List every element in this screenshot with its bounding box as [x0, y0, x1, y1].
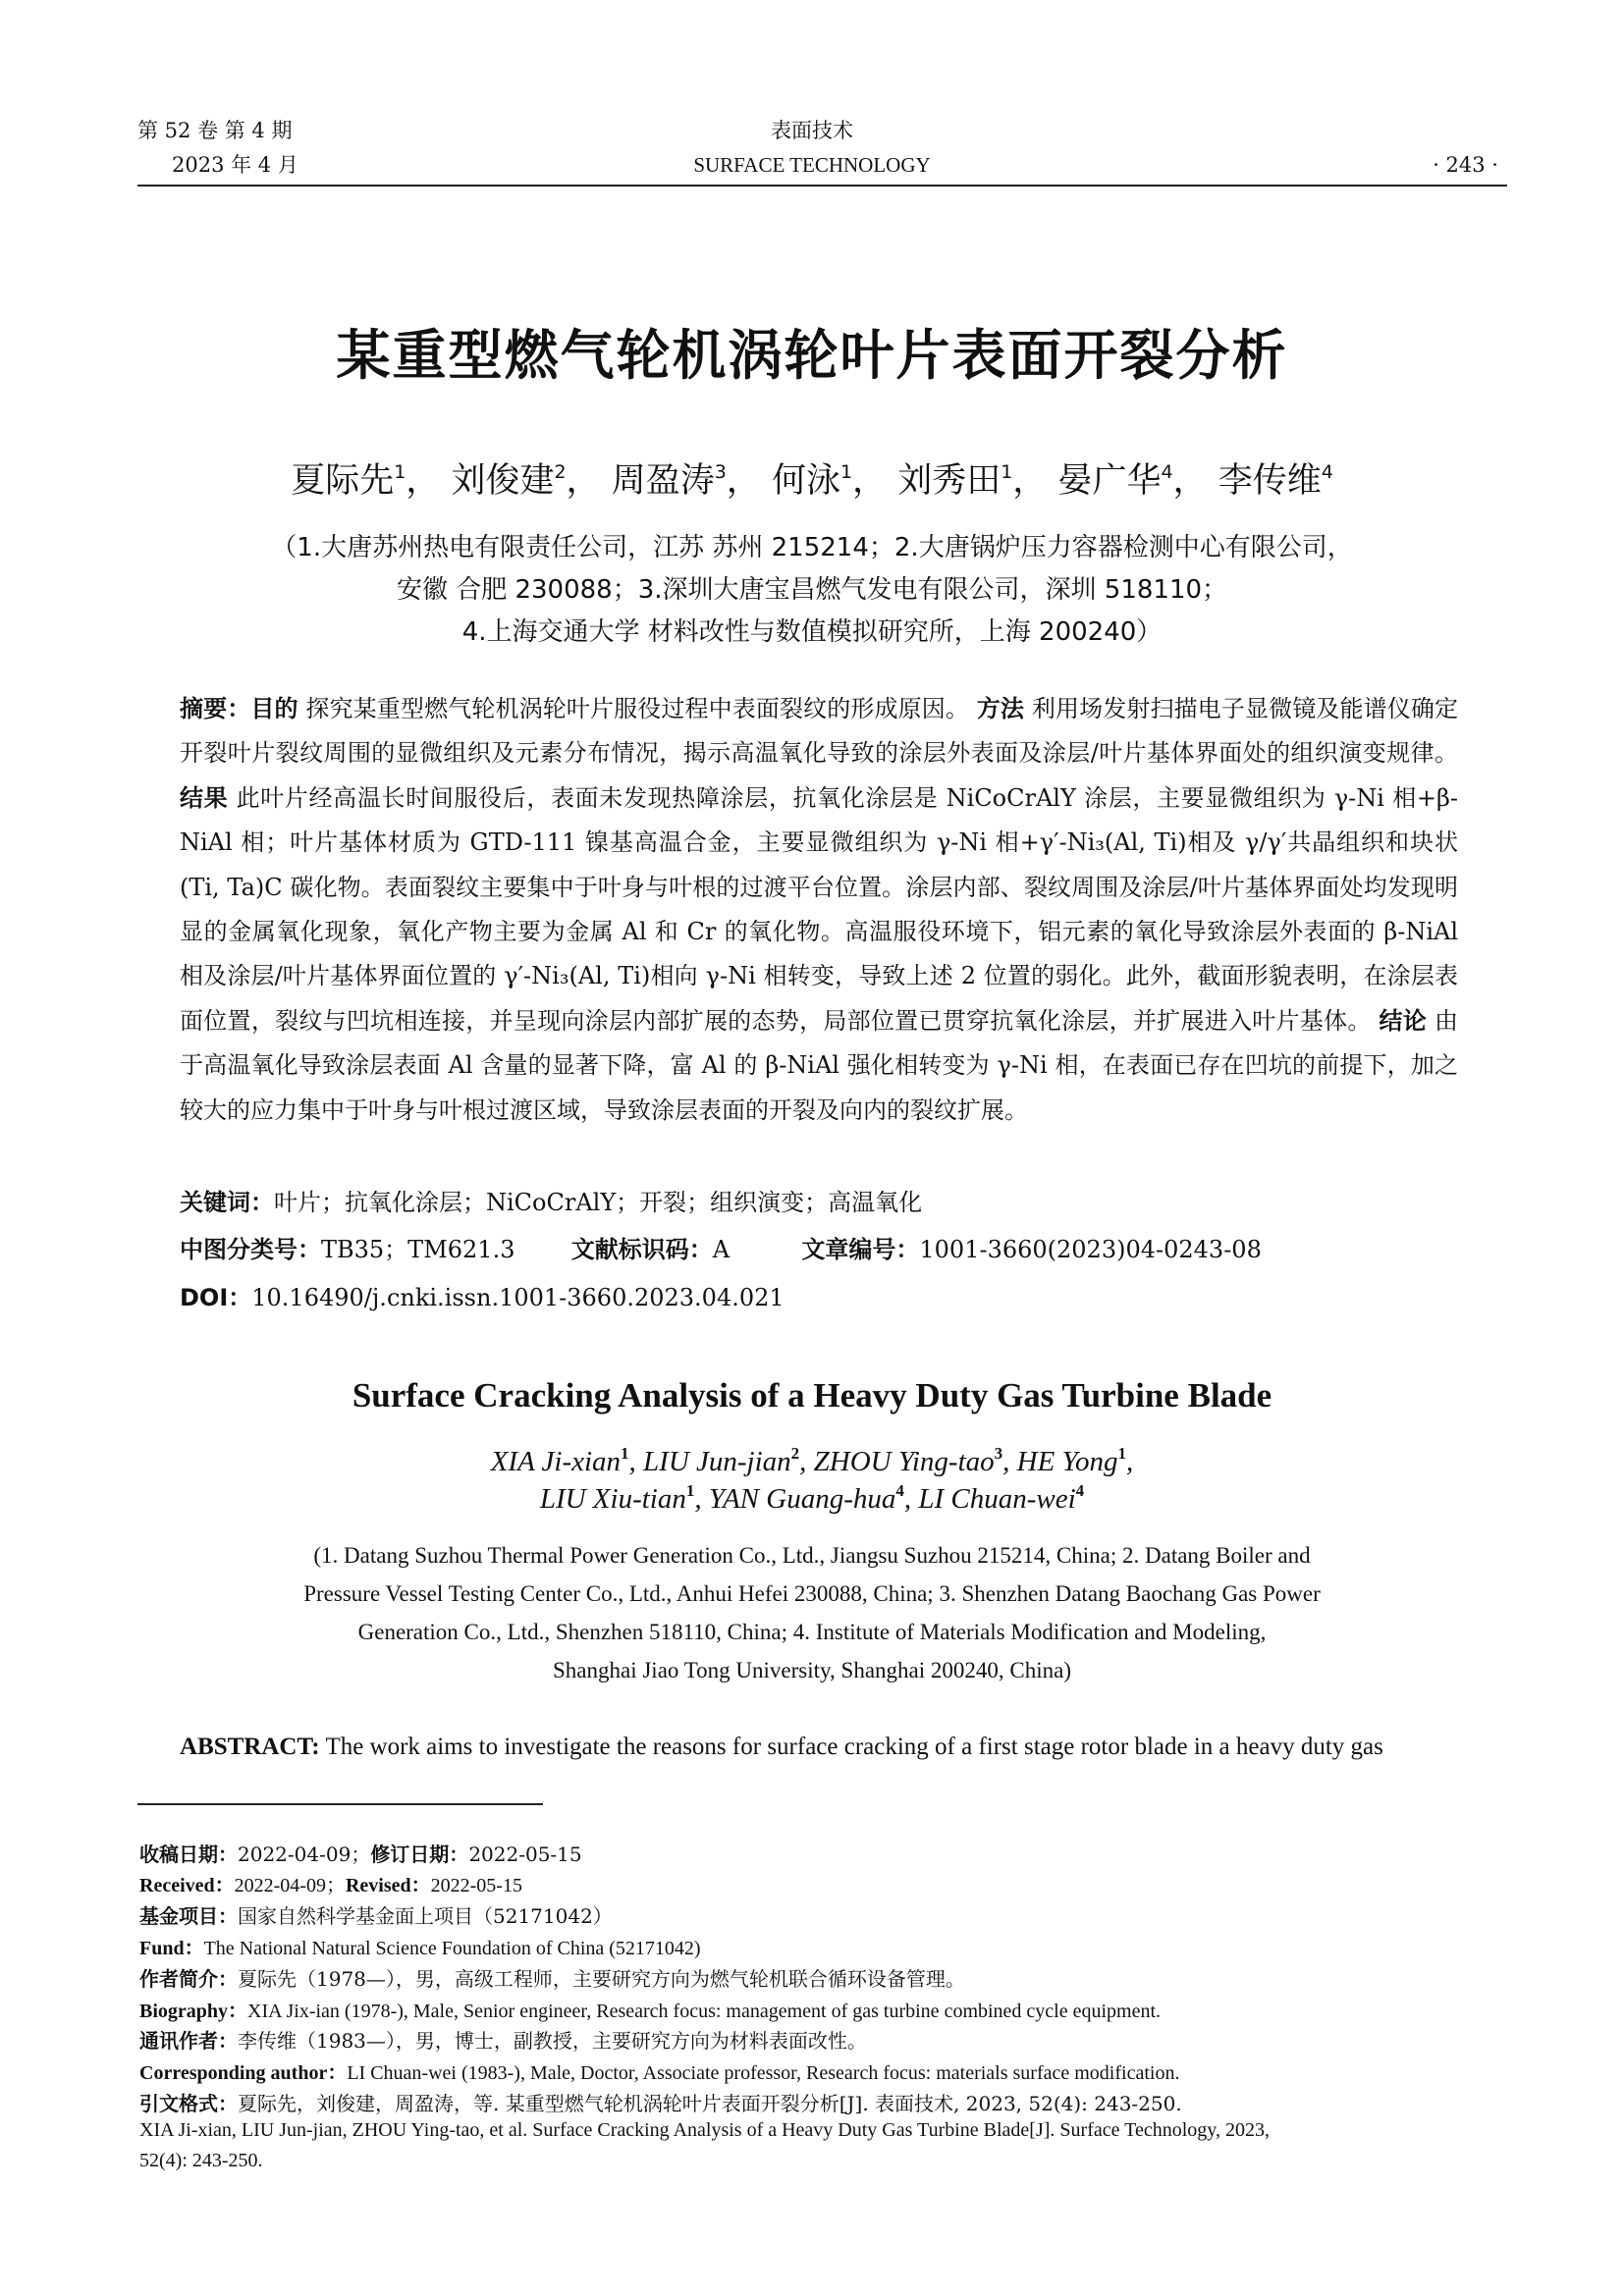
author-cn: 何泳 [771, 461, 840, 501]
keywords-cn [180, 1183, 922, 1217]
affiliation-en-line: (1. Datang Suzhou Thermal Power Generation Co., Ltd., Jiangsu Suzhou 215214, China; 2. Datang Boiler and [313, 1543, 1311, 1568]
corresponding-author-cn: 通讯作者：李传维（1983—），男，博士，副教授，主要研究方向为材料表面改性。 [139, 2029, 867, 2053]
article-number-label: 文章编号： [801, 1236, 920, 1263]
authors-en-line: LIU Xiu-tian$^1$, YAN Guang-hua$^4$, LI Chuan-wei$^4$ [539, 1481, 1085, 1515]
clc-label: 中图分类号： [180, 1236, 321, 1263]
citation-format-en: XIA Ji-xian, LIU Jun-jian, ZHOU Ying-tao, et al. Surface Cracking Analysis of a Heavy Duty Gas Turbine Blade[J]. Surface Technology, 2023, [139, 2119, 1270, 2141]
author-aff: 1 [685, 1481, 695, 1500]
author-cn: 晏广华 [1057, 461, 1162, 501]
page-number: · 243 · [1433, 153, 1498, 177]
issue-date: 2023 年 4 月 [172, 153, 298, 177]
method-label: 方法 [976, 695, 1025, 722]
author-en: XIA Ji-xian [490, 1446, 622, 1477]
abstract-en-text: The work aims to investigate the reasons for surface cracking of a first stage rotor blade in a heavy duty gas [325, 1734, 1383, 1760]
fund-cn: 基金项目：国家自然科学基金面上项目（52171042） [139, 1904, 613, 1928]
purpose-text: 探究某重型燃气轮机涡轮叶片服役过程中表面裂纹的形成原因。 [305, 695, 970, 722]
title-en: Surface Cracking Analysis of a Heavy Duty Gas Turbine Blade [352, 1376, 1272, 1415]
abstract-label: 摘要： [180, 695, 251, 722]
doi-value: 10.16490/j.cnki.issn.1001-3660.2023.04.021 [251, 1284, 785, 1311]
author-cn: 夏际先 [291, 461, 395, 501]
keywords-label: 关键词： [180, 1189, 274, 1216]
corresponding-author-en: Corresponding author：LI Chuan-wei (1983-), Male, Doctor, Associate professor, Research focus: materials surface modification. [139, 2062, 1180, 2084]
biography-cn: 作者简介：夏际先（1978—），男，高级工程师，主要研究方向为燃气轮机联合循环设备管理。 [139, 1967, 965, 1991]
author-aff: 4 [1321, 461, 1333, 483]
doc-code-value: A [712, 1236, 731, 1263]
result-label: 结果 [180, 783, 229, 812]
journal-name-cn: 表面技术 [771, 119, 853, 142]
doi-line [180, 1278, 785, 1312]
authors-cn: 夏际先$^1$， 刘俊建$^2$， 周盈涛$^3$， 何泳$^1$， 刘秀田$^1$， 晏广华$^4$， 李传维$^4$ [291, 461, 1333, 501]
author-cn: 李传维 [1218, 461, 1322, 501]
result-text: 此叶片经高温长时间服役后，表面未发现热障涂层，抗氧化涂层是 NiCoCrAlY 涂层，主要显微组织为 γ-Ni 相+β-NiAl 相；叶片基体材质为 GTD-111 镍基高温合金，主要显微组织为 γ-Ni 相+γ′-Ni₃(Al, Ti)相及 γ/γ′共晶组织和块状(Ti, Ta)C 碳化物。表面裂纹主要集中于叶身与叶根的过渡平台位置。涂层内部、裂纹周围及涂层/叶片基体界面处均发现明显的金属氧化现象，氧化产物主要为金属 Al 和 Cr 的氧化物。高温服役环境下，铝元素的氧化导致涂层外表面的 β-NiAl 相及涂层/叶片基体界面位置的 γ′-Ni₃(Al, Ti)相向 γ-Ni 相转变，导致上述 2 位置的弱化。此外，截面形貌表明，在涂层表面位置，裂纹与凹坑相连接，并呈现向涂层内部扩展的态势，局部位置已贯穿抗氧化涂层，并扩展进入叶片基体。 [180, 783, 1458, 1035]
author-aff: 3 [714, 461, 727, 483]
purpose-label: 目的 [250, 695, 298, 722]
received-en: Received：2022-04-09；Revised：2022-05-15 [139, 1875, 522, 1896]
author-en: ZHOU Ying-tao [813, 1446, 995, 1477]
author-aff: 2 [790, 1444, 800, 1463]
conclusion-text: 由于高温氧化导致涂层表面 Al 含量的显著下降，富 Al 的 β-NiAl 强化相转变为 γ-Ni 相，在表面已存在凹坑的前提下，加之较大的应力集中于叶身与叶根过渡区域，导致涂层表面的开裂及向内的裂纹扩展。 [180, 1006, 1458, 1124]
author-cn: 周盈涛 [611, 461, 715, 501]
author-aff: 4 [1075, 1481, 1085, 1500]
abstract-en-label: ABSTRACT: [180, 1734, 320, 1760]
affiliation-cn-line: 安徽 合肥 230088；3.深圳大唐宝昌燃气发电有限公司，深圳 518110； [396, 575, 1228, 605]
citation-format-en-cont: 52(4): 243-250. [139, 2150, 263, 2171]
author-en: LIU Jun-jian [643, 1446, 791, 1477]
doi-label: DOI： [180, 1284, 252, 1311]
received-cn: 收稿日期：2022-04-09；修订日期：2022-05-15 [139, 1842, 582, 1866]
author-cn: 刘秀田 [897, 461, 1001, 501]
footnote-rule [137, 1803, 543, 1805]
volume-issue: 第 52 卷 第 4 期 [137, 119, 293, 142]
affiliation-en-line: Shanghai Jiao Tong University, Shanghai 200240, China) [553, 1658, 1071, 1682]
citation-format-cn: 引文格式：夏际先，刘俊建，周盈涛，等. 某重型燃气轮机涡轮叶片表面开裂分析[J]. 表面技术, 2023, 52(4): 243-250. [139, 2092, 1182, 2115]
author-aff: 1 [839, 461, 853, 483]
author-aff: 1 [1117, 1444, 1127, 1463]
title-cn: 某重型燃气轮机涡轮叶片表面开裂分析 [336, 324, 1288, 387]
method-text: 利用场发射扫描电子显微镜及能谱仪确定开裂叶片裂纹周围的显微组织及元素分布情况，揭示高温氧化导致的涂层外表面及涂层/叶片基体界面处的组织演变规律。 [180, 695, 1459, 768]
keywords-text: 叶片；抗氧化涂层；NiCoCrAlY；开裂；组织演变；高温氧化 [274, 1189, 923, 1216]
author-en: LI Chuan-wei [918, 1483, 1076, 1515]
fund-en: Fund：The National Natural Science Foundation of China (52171042) [139, 1938, 701, 1959]
clc-value: TB35；TM621.3 [321, 1236, 515, 1263]
biography-en: Biography：XIA Jix-ian (1978-), Male, Senior engineer, Research focus: management of gas turbine combined cycle equipment. [139, 2001, 1162, 2022]
author-en: YAN Guang-hua [708, 1483, 896, 1515]
author-aff: 3 [994, 1444, 1003, 1463]
author-aff: 1 [621, 1444, 629, 1463]
abstract-en [180, 1734, 1458, 1761]
author-aff: 2 [554, 461, 567, 483]
abstract-cn [180, 687, 1458, 1133]
author-en: HE Yong [1016, 1446, 1118, 1477]
conclusion-label: 结论 [1379, 1006, 1428, 1035]
authors-en-line: XIA Ji-xian$^1$, LIU Jun-jian$^2$, ZHOU Ying-tao$^3$, HE Yong$^1$, [490, 1444, 1134, 1477]
author-aff: 1 [394, 461, 406, 483]
affiliation-en-line: Pressure Vessel Testing Center Co., Ltd., Anhui Hefei 230088, China; 3. Shenzhen Datang Baochang Gas Power [303, 1581, 1321, 1606]
author-aff: 1 [1001, 461, 1013, 483]
affiliation-en-line: Generation Co., Ltd., Shenzhen 518110, China; 4. Institute of Materials Modification and Modeling, [357, 1620, 1267, 1644]
author-cn: 刘俊建 [451, 461, 555, 501]
affiliation-cn-line: （1.大唐苏州热电有限责任公司，江苏 苏州 215214；2.大唐锅炉压力容器检测中心有限公司， [271, 533, 1353, 562]
classification-line [180, 1230, 1262, 1264]
author-en: LIU Xiu-tian [539, 1483, 686, 1515]
doc-code-label: 文献标识码： [570, 1236, 713, 1263]
article-number-value: 1001-3660(2023)04-0243-08 [919, 1236, 1262, 1263]
journal-name-en: SURFACE TECHNOLOGY [693, 153, 931, 177]
author-aff: 4 [1161, 461, 1173, 483]
header-rule [137, 185, 1507, 187]
author-aff: 4 [895, 1481, 904, 1500]
affiliation-cn-line: 4.上海交通大学 材料改性与数值模拟研究所，上海 200240） [461, 617, 1163, 647]
